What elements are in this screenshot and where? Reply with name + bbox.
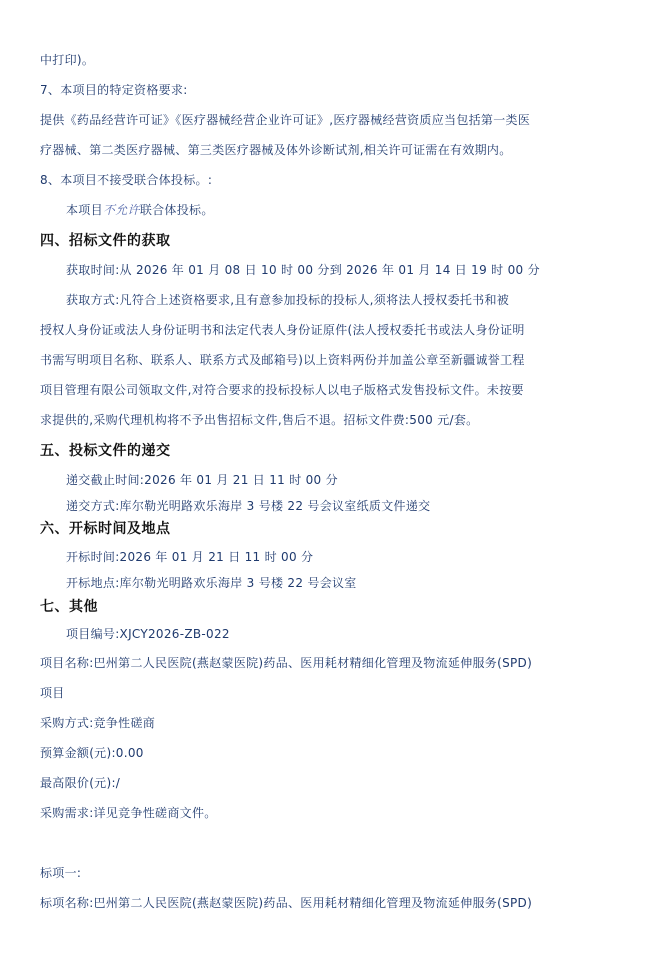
budget-amount: 预算金额(元):0.00 — [40, 746, 144, 760]
requirement-8-heading: 8、本项目不接受联合体投标。: — [40, 173, 213, 187]
text-line: 获取方式:凡符合上述资格要求,且有意参加投标的投标人,须将法人授权委托书和被 — [66, 293, 510, 307]
lot-one-label: 标项一: — [40, 866, 82, 880]
not-allowed-text: 不允许 — [102, 203, 140, 217]
consortium-statement — [66, 202, 214, 218]
submission-method: 递交方式:库尔勒光明路欢乐海岸 3 号楼 22 号会议室纸质文件递交 — [66, 499, 431, 513]
text-line: 求提供的,采购代理机构将不予出售招标文件,售后不退。招标文件费:500 元/套。 — [40, 413, 479, 427]
text-line: 中打印)。 — [40, 53, 95, 67]
submission-deadline: 递交截止时间:2026 年 01 月 21 日 11 时 00 分 — [66, 473, 338, 487]
text-line: 项目 — [40, 686, 65, 700]
opening-time: 开标时间:2026 年 01 月 21 日 11 时 00 分 — [66, 550, 314, 564]
text-line: 提供《药品经营许可证》《医疗器械经营企业许可证》,医疗器械经营资质应当包括第一类医 — [40, 113, 531, 127]
section-heading-7: 七、其他 — [40, 599, 98, 615]
opening-location: 开标地点:库尔勒光明路欢乐海岸 3 号楼 22 号会议室 — [66, 576, 357, 590]
section-heading-6: 六、开标时间及地点 — [40, 521, 171, 537]
procurement-requirements: 采购需求:详见竞争性磋商文件。 — [40, 806, 217, 820]
requirement-7-heading: 7、本项目的特定资格要求: — [40, 83, 188, 97]
text-line: 项目管理有限公司领取文件,对符合要求的投标投标人以电子版格式发售投标文件。未按要 — [40, 383, 524, 397]
section-heading-4: 四、招标文件的获取 — [40, 233, 171, 249]
acquisition-time: 获取时间:从 2026 年 01 月 08 日 10 时 00 分到 2026 年 01 月 14 日 19 时 00 分 — [66, 263, 540, 277]
text-line: 疗器械、第二类医疗器械、第三类医疗器械及体外诊断试剂,相关许可证需在有效期内。 — [40, 143, 512, 157]
max-price: 最高限价(元):/ — [40, 776, 121, 790]
section-heading-5: 五、投标文件的递交 — [40, 443, 171, 459]
procurement-method: 采购方式:竞争性磋商 — [40, 716, 156, 730]
text-line: 书需写明项目名称、联系人、联系方式及邮箱号)以上资料两份并加盖公章至新疆诚誉工程 — [40, 353, 525, 367]
project-number: 项目编号:XJCY2026-ZB-022 — [66, 627, 230, 641]
text-line: 授权人身份证或法人身份证明书和法定代表人身份证原件(法人授权委托书或法人身份证明 — [40, 323, 525, 337]
text-segment: 联合体投标。 — [139, 203, 214, 217]
text-segment: 本项目 — [66, 203, 103, 217]
lot-name: 标项名称:巴州第二人民医院(燕赵蒙医院)药品、医用耗材精细化管理及物流延伸服务(SPD) — [40, 896, 533, 910]
project-name: 项目名称:巴州第二人民医院(燕赵蒙医院)药品、医用耗材精细化管理及物流延伸服务(SPD) — [40, 656, 533, 670]
